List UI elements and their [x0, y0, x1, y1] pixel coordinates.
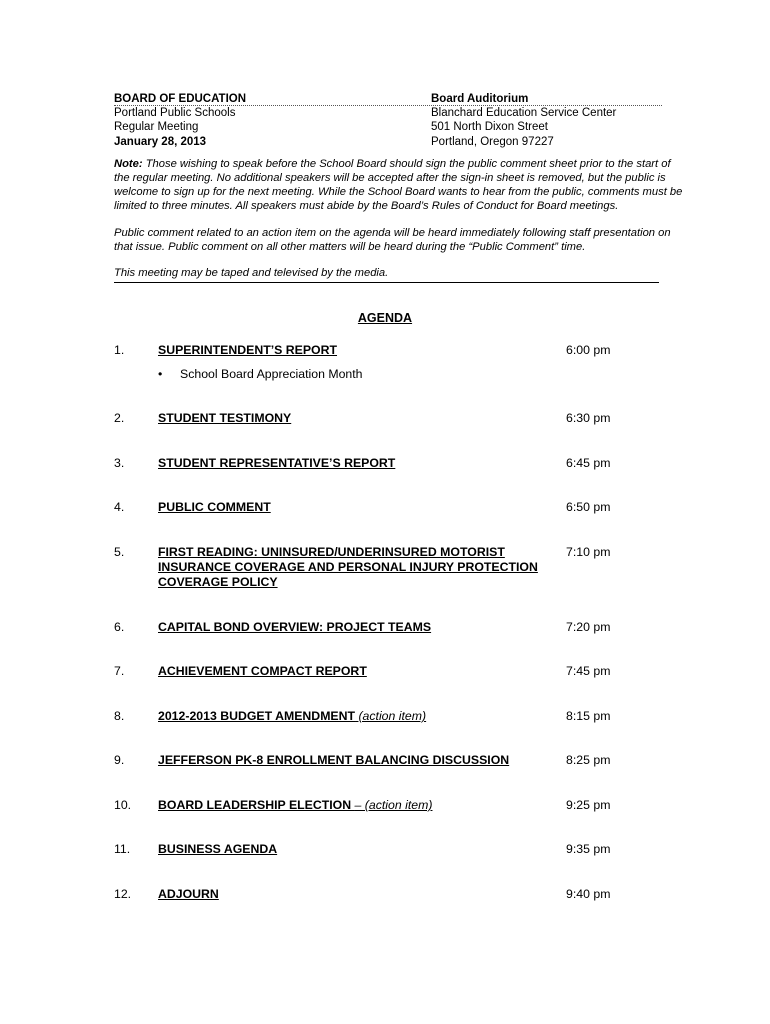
agenda-item-title	[158, 620, 558, 635]
agenda-item-title-text: ADJOURN	[158, 887, 219, 901]
agenda-item-title-text: STUDENT TESTIMONY	[158, 411, 292, 425]
agenda-item-number: 3.	[114, 456, 125, 470]
venue-name: Board Auditorium	[431, 93, 529, 105]
agenda-item-time: 8:25 pm	[566, 753, 611, 767]
agenda-item-time: 9:35 pm	[566, 842, 611, 856]
agenda-item-time: 7:10 pm	[566, 545, 611, 559]
agenda-item-title	[158, 798, 558, 813]
agenda-item-title-text: FIRST READING: UNINSURED/UNDERINSURED MOTORIST INSURANCE COVERAGE AND PERSONAL INJURY PROTECTION COVERAGE POLICY	[158, 545, 538, 590]
agenda-item-title-text: PUBLIC COMMENT	[158, 500, 271, 514]
agenda-item-title	[158, 709, 558, 724]
agenda-item-number: 1.	[114, 343, 125, 357]
bullet-dot: •	[158, 367, 163, 381]
header-divider	[114, 105, 662, 106]
agenda-item-title	[158, 545, 558, 591]
agenda-item-number: 12.	[114, 887, 132, 901]
agenda-item-title-text: STUDENT REPRESENTATIVE’S REPORT	[158, 456, 396, 470]
agenda-item-time: 9:25 pm	[566, 798, 611, 812]
header-left	[114, 92, 414, 149]
agenda-item-number: 10.	[114, 798, 132, 812]
speaker-note	[114, 158, 686, 214]
agenda-item-title	[158, 664, 558, 679]
agenda-item-time: 6:30 pm	[566, 411, 611, 425]
agenda-title: AGENDA	[357, 311, 413, 325]
agenda-item-title-text: ACHIEVEMENT COMPACT REPORT	[158, 664, 367, 678]
meeting-date: January 28, 2013	[114, 135, 207, 148]
venue-city: Portland, Oregon 97227	[431, 135, 554, 148]
district-name: Portland Public Schools	[114, 107, 236, 120]
agenda-item-time: 6:45 pm	[566, 456, 611, 470]
agenda-item-number: 7.	[114, 664, 125, 678]
meeting-type: Regular Meeting	[114, 121, 199, 134]
agenda-item-time: 7:45 pm	[566, 664, 611, 678]
agenda-item-time: 6:50 pm	[566, 500, 611, 514]
board-name: BOARD OF EDUCATION	[114, 93, 247, 105]
note-label: Note:	[114, 158, 143, 170]
agenda-item-action-note: – (action item)	[354, 798, 433, 812]
agenda-item-title	[158, 411, 558, 426]
agenda-item-time: 7:20 pm	[566, 620, 611, 634]
note-text: Those wishing to speak before the School Board should sign the public comment sheet prior to the start of the regular meeting. No additional speakers will be accepted after the sign-in sheet is removed, but the public is welcome to sign up for the next meeting. While the School Board wants to hear from the public, comments must be limited to three minutes. All speakers must abide by the Board’s Rules of Conduct for Board meetings.	[114, 158, 683, 212]
agenda-item-number: 9.	[114, 753, 125, 767]
agenda-item-number: 4.	[114, 500, 125, 514]
agenda-item-title	[158, 842, 558, 857]
agenda-item-title-text: BUSINESS AGENDA	[158, 842, 278, 856]
agenda-item-time: 6:00 pm	[566, 343, 611, 357]
venue-street: 501 North Dixon Street	[431, 121, 548, 134]
agenda-item-number: 5.	[114, 545, 125, 559]
agenda-item-title-text: JEFFERSON PK-8 ENROLLMENT BALANCING DISCUSSION	[158, 753, 510, 767]
taped-notice: This meeting may be taped and televised by the media.	[114, 267, 659, 283]
agenda-item-title-text: SUPERINTENDENT’S REPORT	[158, 343, 338, 357]
agenda-item-title	[158, 887, 558, 902]
agenda-item-number: 6.	[114, 620, 125, 634]
agenda-item-number: 8.	[114, 709, 125, 723]
agenda-item-title	[158, 500, 558, 515]
agenda-item-title	[158, 753, 558, 768]
agenda-item-action-note: (action item)	[355, 709, 427, 723]
agenda-item-title-text: 2012-2013 BUDGET AMENDMENT	[158, 709, 356, 723]
agenda-item-number: 11.	[114, 842, 131, 856]
agenda-item-time: 9:40 pm	[566, 887, 611, 901]
agenda-item-title	[158, 343, 558, 358]
bullet-text: School Board Appreciation Month	[180, 367, 363, 381]
header-right	[431, 92, 662, 149]
agenda-item-number: 2.	[114, 411, 125, 425]
public-comment-note: Public comment related to an action item on the agenda will be heard immediately following staff presentation on that issue. Public comment on all other matters will be heard during the “Public Comment” time.	[114, 227, 671, 253]
agenda-item-time: 8:15 pm	[566, 709, 611, 723]
venue-building: Blanchard Education Service Center	[431, 107, 617, 120]
agenda-sub-bullet	[158, 367, 363, 381]
agenda-item-title-text: CAPITAL BOND OVERVIEW: PROJECT TEAMS	[158, 620, 432, 634]
agenda-item-title-text: BOARD LEADERSHIP ELECTION	[158, 798, 355, 812]
agenda-item-title	[158, 456, 558, 471]
